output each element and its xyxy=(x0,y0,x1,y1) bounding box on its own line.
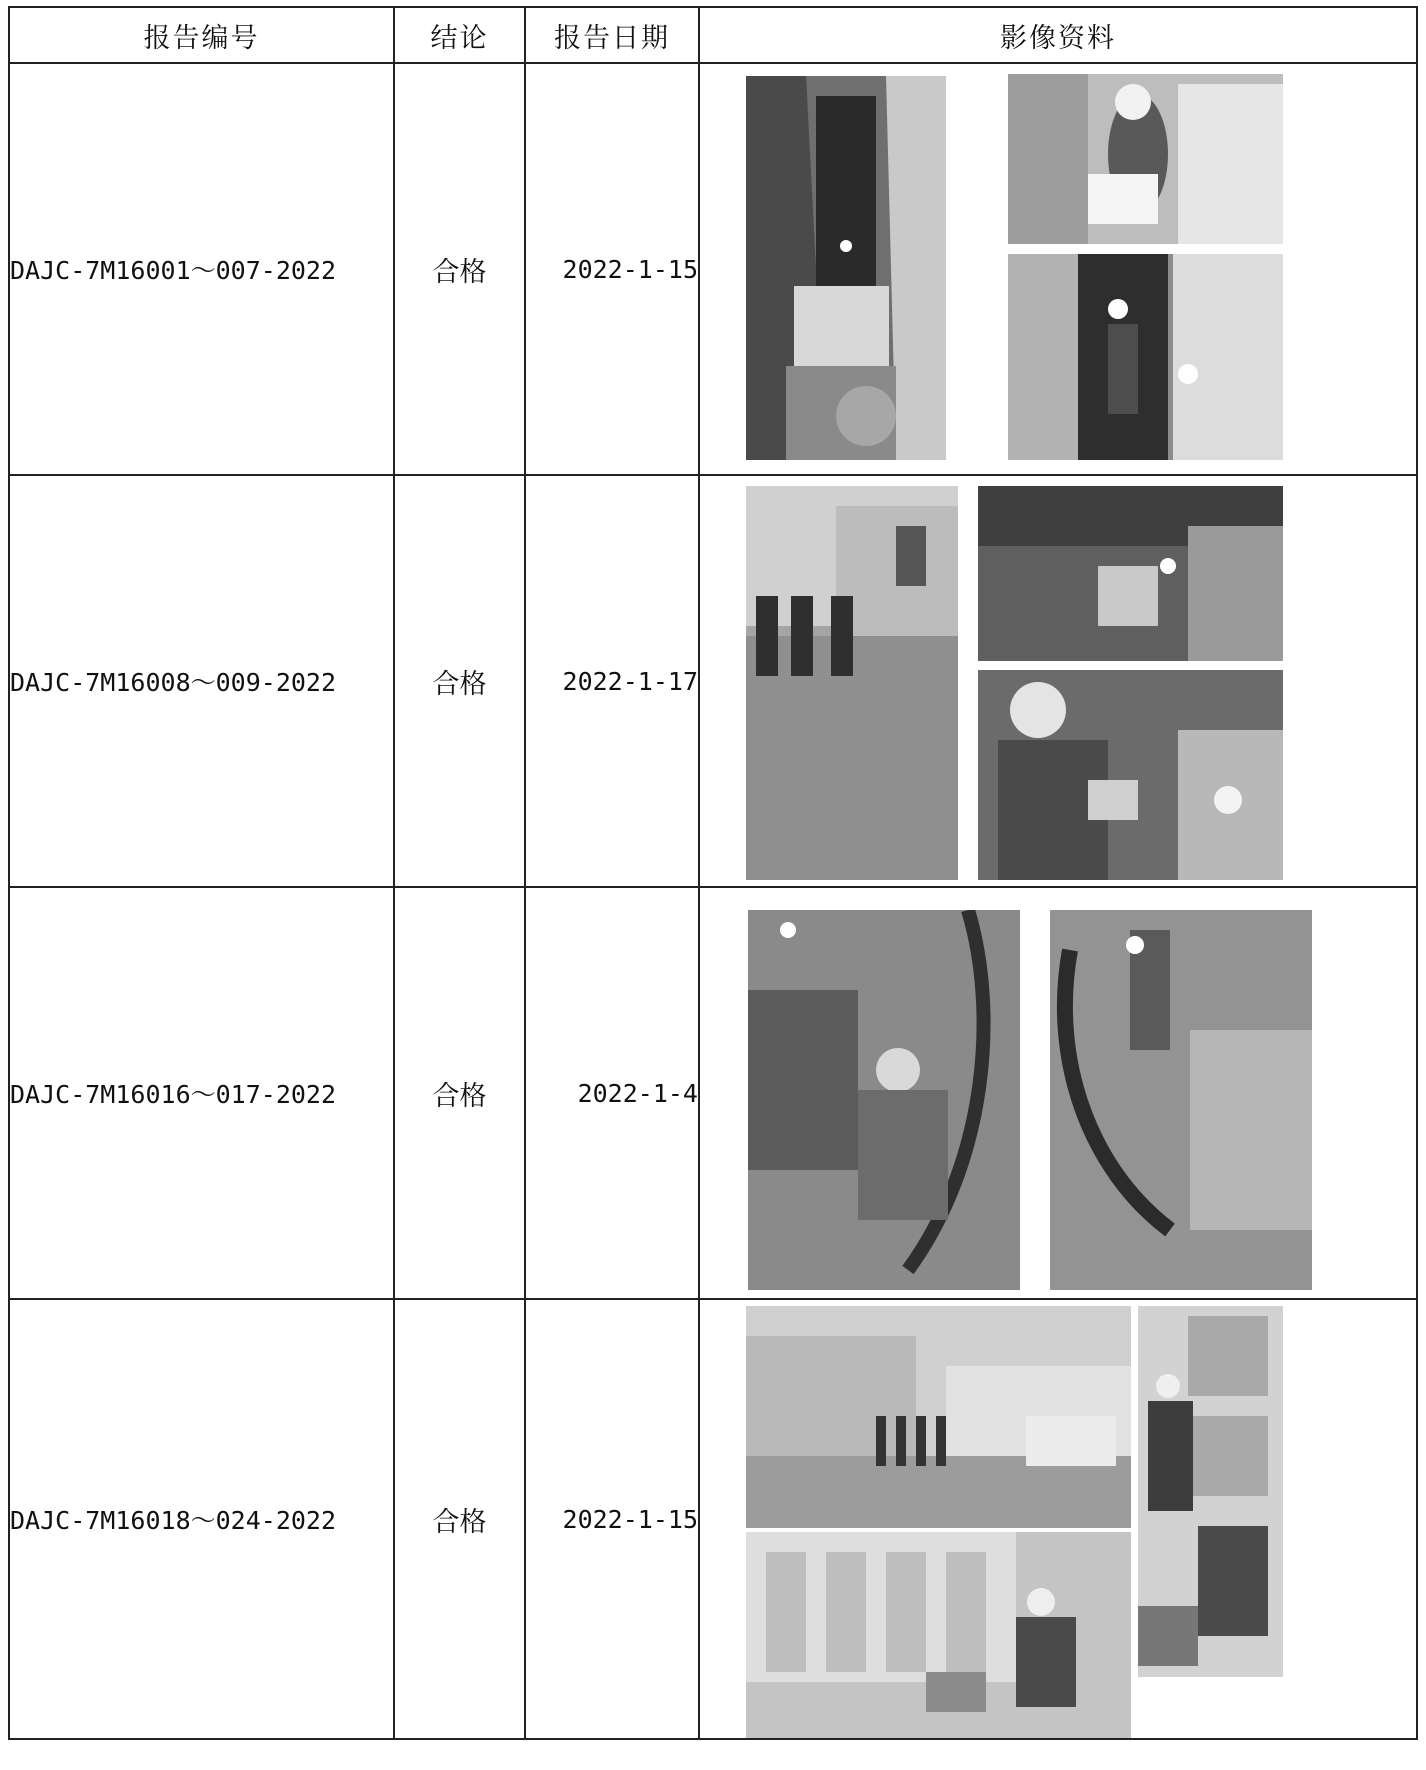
header-conclusion: 结论 xyxy=(394,7,525,63)
worker-at-cable-panel-photo xyxy=(748,910,1020,1290)
switchgear-room-photo xyxy=(746,1532,1131,1738)
table-row xyxy=(9,887,1417,1299)
report-date-cell: 2022-1-17 xyxy=(525,475,699,887)
report-date-cell: 2022-1-15 xyxy=(525,63,699,475)
underground-equipment-photo xyxy=(978,486,1283,661)
report-no-cell: DAJC-7M16001～007-2022 xyxy=(9,63,394,475)
conclusion-cell: 合格 xyxy=(394,1299,525,1739)
report-date-cell: 2022-1-4 xyxy=(525,887,699,1299)
worker-at-switchgear-photo xyxy=(1008,74,1283,244)
images-cell xyxy=(699,475,1417,887)
images-cell xyxy=(699,887,1417,1299)
table-row xyxy=(9,475,1417,887)
report-no-cell: DAJC-7M16008～009-2022 xyxy=(9,475,394,887)
report-no-cell: DAJC-7M16018～024-2022 xyxy=(9,1299,394,1739)
worker-in-tunnel-photo xyxy=(1008,254,1283,460)
conclusion-cell: 合格 xyxy=(394,887,525,1299)
worker-with-cables-photo xyxy=(1050,910,1312,1290)
workers-outside-building-photo xyxy=(746,486,958,880)
conclusion-cell: 合格 xyxy=(394,63,525,475)
report-table xyxy=(8,6,1418,1740)
header-report-date: 报告日期 xyxy=(525,7,699,63)
worker-testing-device-photo xyxy=(978,670,1283,880)
images-cell xyxy=(699,1299,1417,1739)
team-in-yard-photo xyxy=(746,1306,1131,1528)
table-row xyxy=(9,1299,1417,1739)
table-row xyxy=(9,63,1417,475)
report-date-cell: 2022-1-15 xyxy=(525,1299,699,1739)
worker-kneeling-switchgear-photo xyxy=(1138,1306,1283,1677)
table-header-row xyxy=(9,7,1417,63)
header-report-no: 报告编号 xyxy=(9,7,394,63)
images-cell xyxy=(699,63,1417,475)
header-images: 影像资料 xyxy=(699,7,1417,63)
conclusion-cell: 合格 xyxy=(394,475,525,887)
mine-tunnel-equipment-photo xyxy=(746,76,946,460)
report-no-cell: DAJC-7M16016～017-2022 xyxy=(9,887,394,1299)
